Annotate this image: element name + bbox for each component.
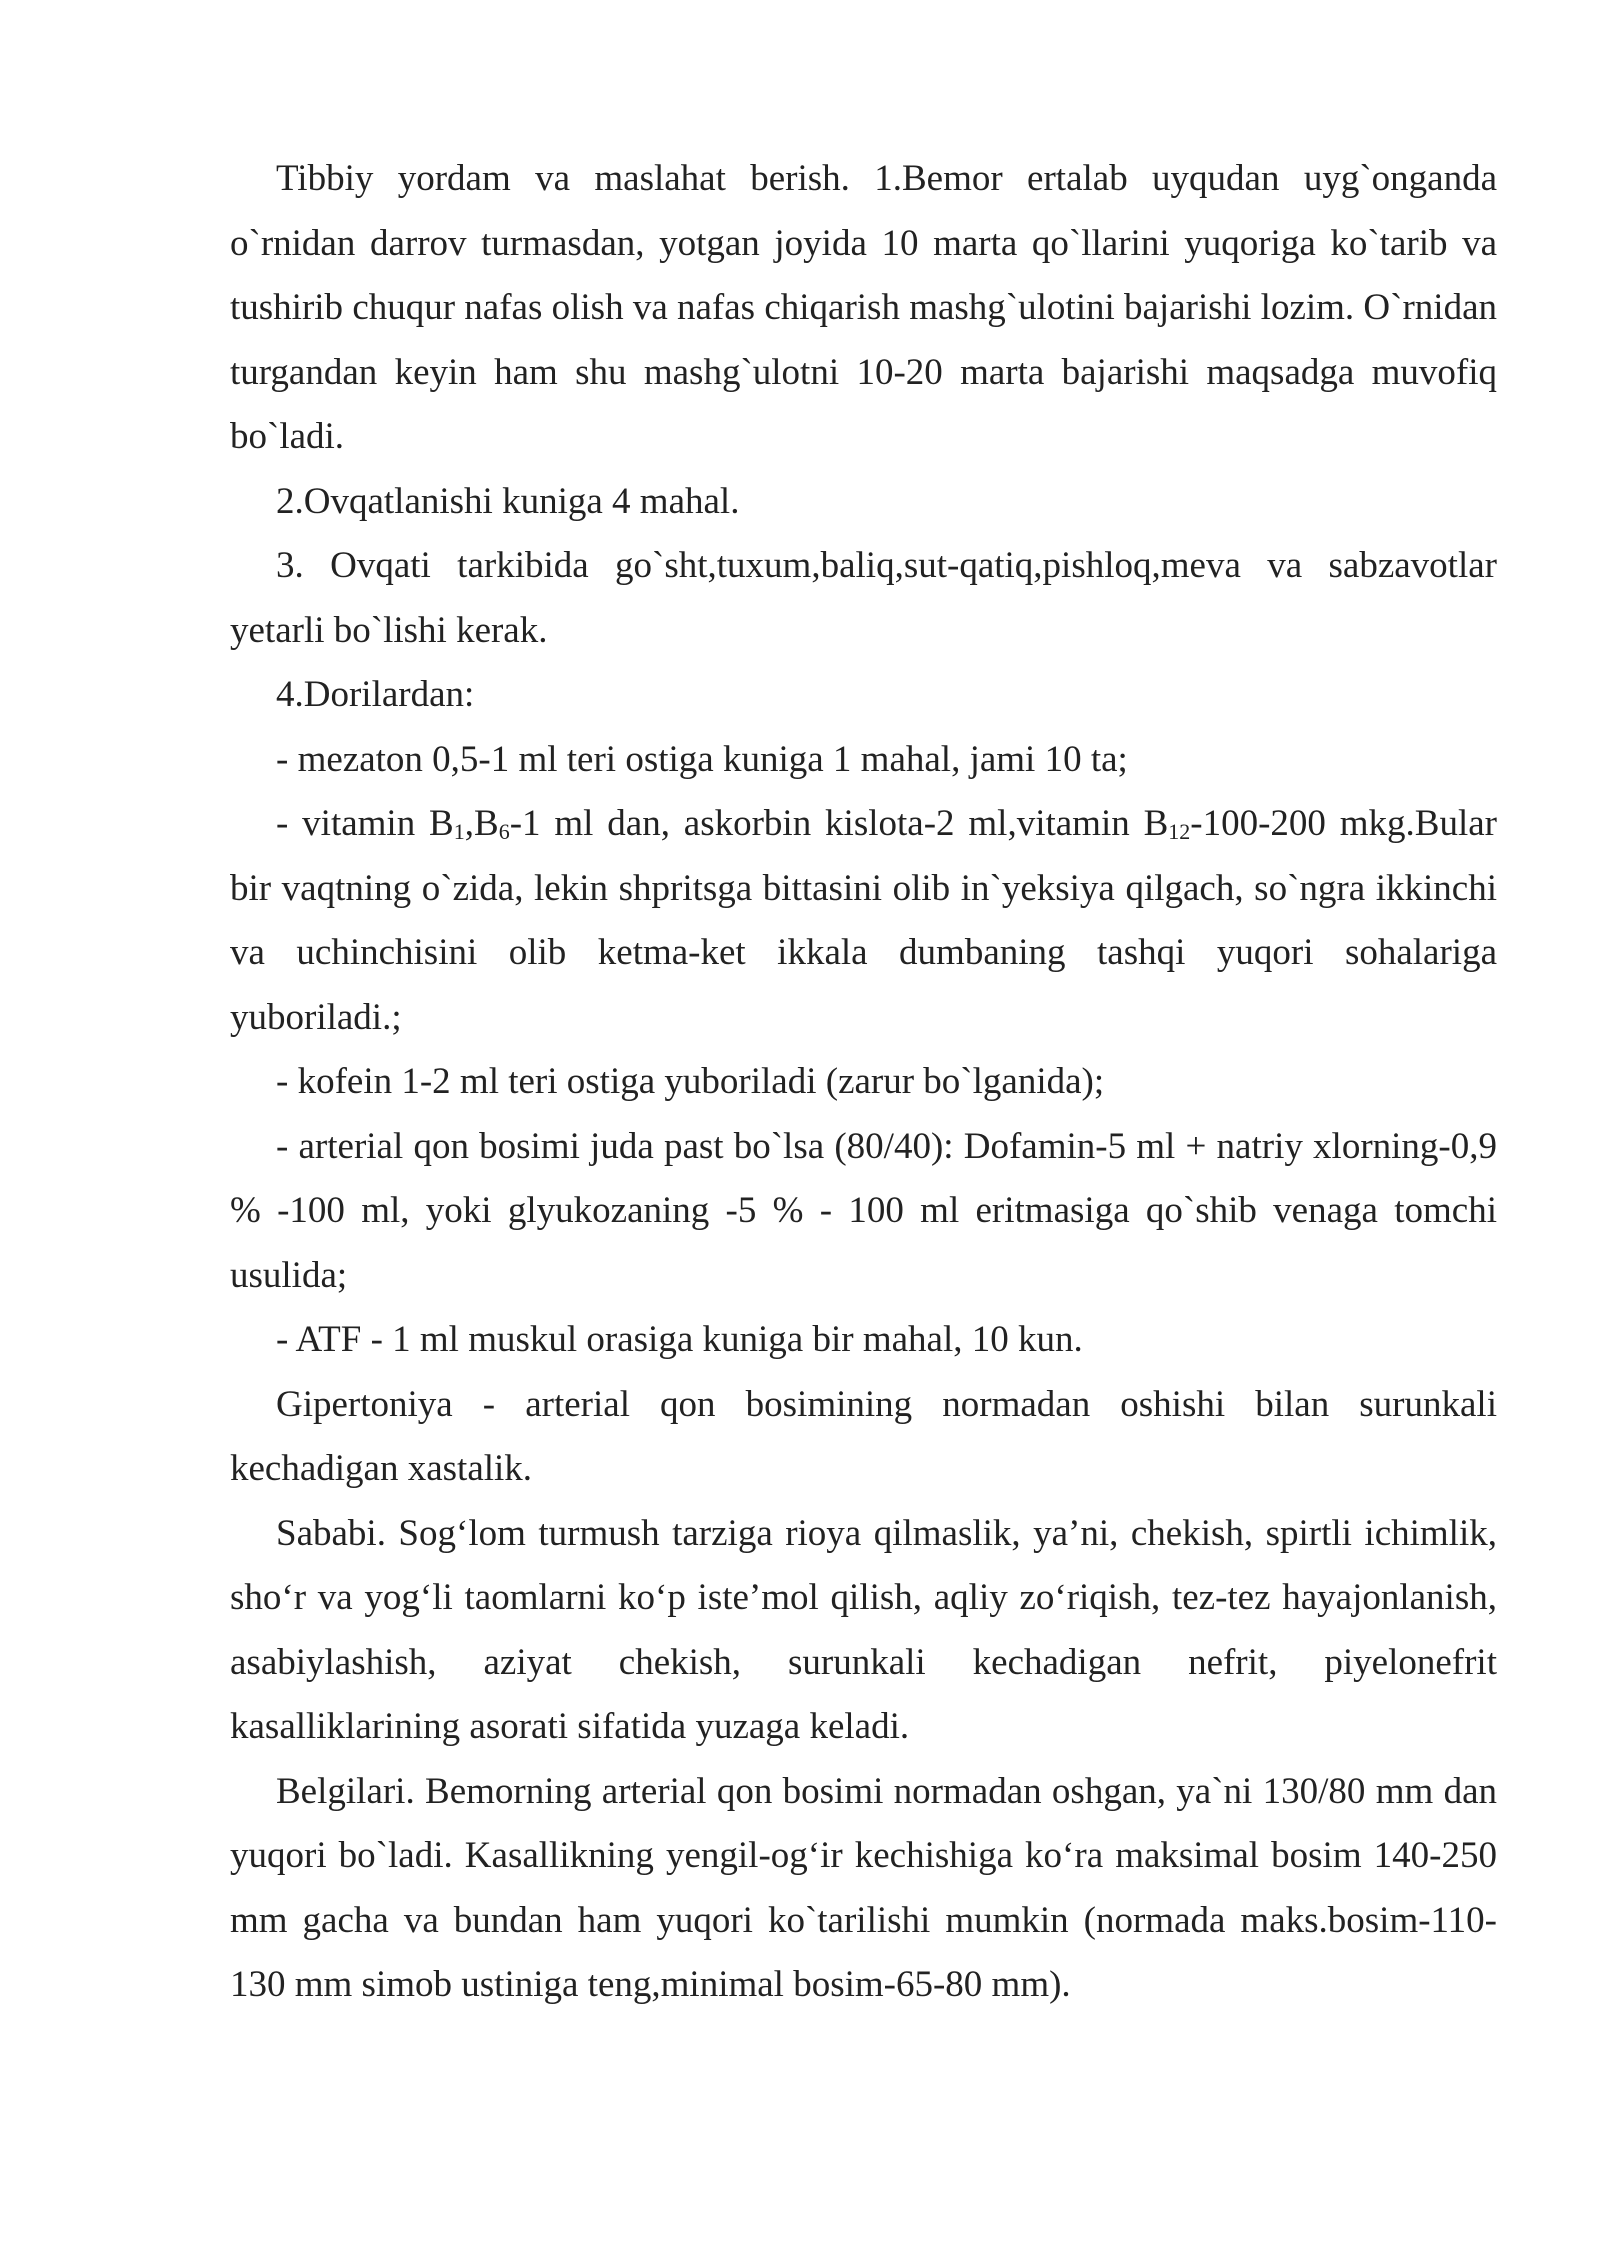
paragraph-vitamins (230, 792, 1497, 1050)
paragraph-mezaton: - mezaton 0,5-1 ml teri ostiga kuniga 1 mahal, jami 10 ta; (276, 738, 1128, 780)
document-page (230, 147, 1497, 2018)
paragraph-medical-help: Tibbiy yordam va maslahat berish. 1.Bemor ertalab uyqudan uyg`onganda o`rnidan darrov turmasdan, yotgan joyida 10 marta qo`llarini yuqoriga ko`tarib va tushirib chuqur nafas olish va nafas chiqarish mashg`ulotini bajarishi lozim. O`rnidan turgandan keyin ham shu mashg`ulotni 10-20 marta bajarishi maqsadga muvofiq bo`ladi. (230, 158, 1497, 457)
vitamins-text-2: ,B (464, 803, 499, 844)
paragraph-meals: 2.Ovqatlanishi kuniga 4 mahal. (276, 480, 740, 522)
paragraph-kofein: - kofein 1-2 ml teri ostiga yuboriladi (zarur bo`lganida); (276, 1061, 1105, 1102)
paragraph-hypertension-definition: Gipertoniya - arterial qon bosimining normadan oshishi bilan surunkali kechadigan xastalik. (230, 1383, 1497, 1489)
paragraph-causes: Sababi. Sog‘lom turmush tarziga rioya qilmaslik, ya’ni, chekish, spirtli ichimlik, sho‘r va yog‘li taomlarni ko‘p iste’mol qilish, aqliy zo‘riqish, tez-tez hayajonlanish, asabiylashish, aziyat chekish, surunkali kechadigan nefrit, piyelonefrit kasalliklarining asorati sifatida yuzaga keladi. (230, 1512, 1497, 1747)
vitamins-sub-12: 12 (1168, 819, 1191, 844)
paragraph-medicines-heading: 4.Dorilardan: (276, 674, 475, 715)
vitamins-sub-1: 1 (453, 819, 465, 844)
paragraph-diet: 3. Ovqati tarkibida go`sht,tuxum,baliq,sut-qatiq,pishloq,meva va sabzavotlar yetarli bo`lishi kerak. (230, 545, 1497, 651)
paragraph-low-pressure: - arterial qon bosimi juda past bo`lsa (80/40): Dofamin-5 ml + natriy xlorning-0,9 % -100 ml, yoki glyukozaning -5 % - 100 ml eritmasiga qo`shib venaga tomchi usulida; (230, 1125, 1497, 1296)
vitamins-text-3: -1 ml dan, askorbin kislota-2 ml,vitamin B (509, 803, 1169, 844)
vitamins-text-1: - vitamin B (276, 803, 454, 844)
vitamins-sub-6: 6 (498, 819, 510, 844)
paragraph-symptoms: Belgilari. Bemorning arterial qon bosimi normadan oshgan, ya`ni 130/80 mm dan yuqori bo`ladi. Kasallikning yengil-og‘ir kechishiga ko‘ra maksimal bosim 140-250 mm gacha va bundan ham yuqori ko`tarilishi mumkin (normada maks.bosim-110-130 mm simob ustiniga teng,minimal bosim-65-80 mm). (230, 1770, 1497, 2005)
vitamins-text-4: -100-200 mkg.Bular bir vaqtning o`zida, lekin shpritsga bittasini olib in`yeksiya qilgach, so`ngra ikkinchi va uchinchisini olib ketma-ket ikkala dumbaning tashqi yuqori sohalariga yuboriladi.; (230, 803, 1498, 1038)
paragraph-atf: - ATF - 1 ml muskul orasiga kuniga bir mahal, 10 kun. (276, 1319, 1083, 1360)
